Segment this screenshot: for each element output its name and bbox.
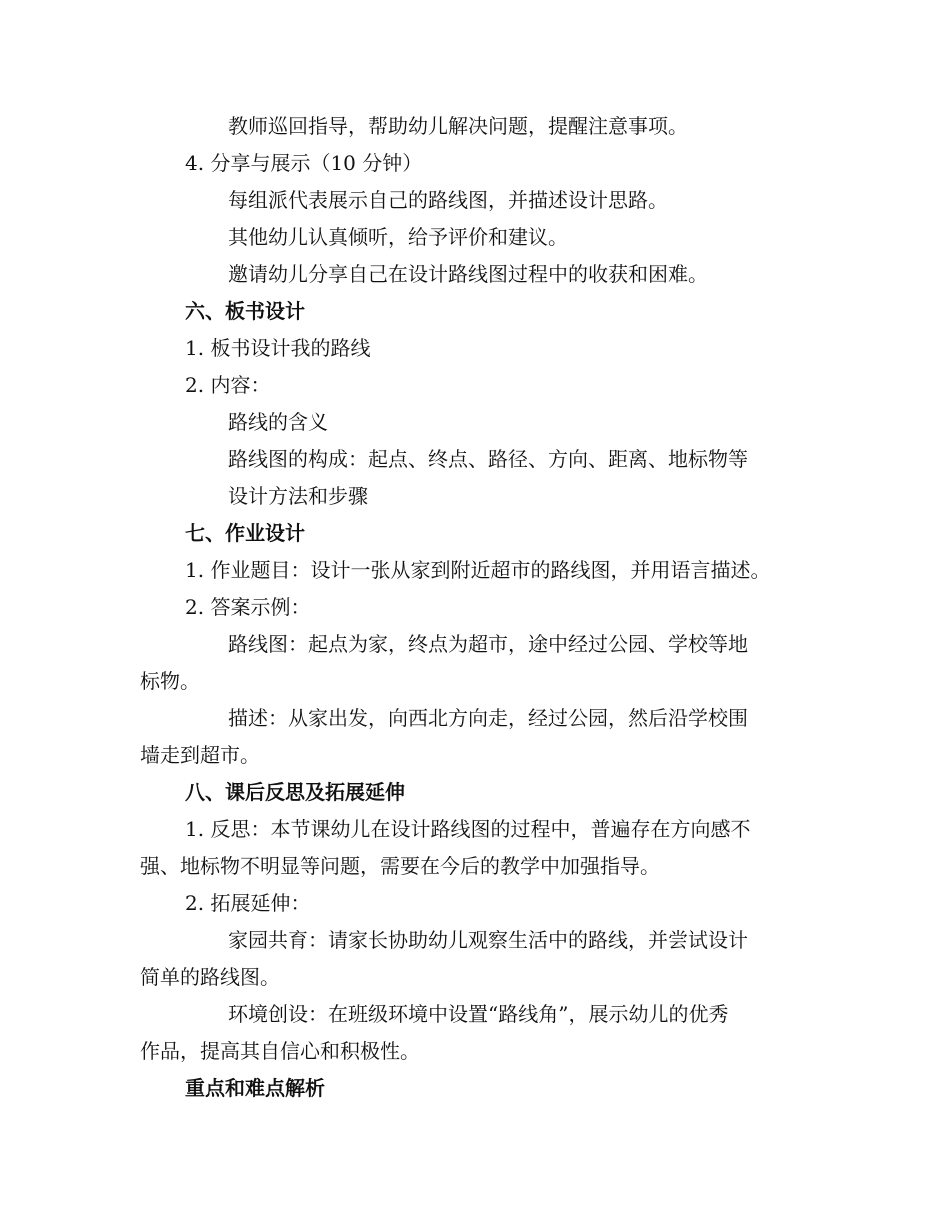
section-heading-reflection-extension: 八、课后反思及拓展延伸 — [185, 780, 405, 804]
paragraph-share-gains: 邀请幼儿分享自己在设计路线图过程中的收获和困难。 — [228, 262, 708, 286]
list-item-reflection: 1. 反思：本节课幼儿在设计路线图的过程中，普遍存在方向感不 — [185, 817, 751, 841]
paragraph-home-school-cont: 简单的路线图。 — [140, 965, 280, 989]
list-item-answer-example: 2. 答案示例： — [185, 595, 311, 619]
paragraph-route-map-example-cont: 标物。 — [140, 669, 200, 693]
paragraph-environment: 环境创设：在班级环境中设置“路线角”，展示幼儿的优秀 — [228, 1002, 729, 1026]
paragraph-route-components: 路线图的构成：起点、终点、路径、方向、距离、地标物等 — [228, 447, 748, 471]
list-item-blackboard-title: 1. 板书设计我的路线 — [185, 336, 371, 360]
paragraph-route-meaning: 路线的含义 — [228, 410, 328, 434]
paragraph-description-example-cont: 墙走到超市。 — [140, 743, 260, 767]
section-heading-blackboard-design: 六、板书设计 — [185, 299, 305, 323]
paragraph-listen-evaluate: 其他幼儿认真倾听，给予评价和建议。 — [228, 225, 568, 249]
list-item-extension: 2. 拓展延伸： — [185, 891, 311, 915]
section-heading-key-points: 重点和难点解析 — [185, 1076, 325, 1100]
paragraph-design-methods: 设计方法和步骤 — [228, 484, 368, 508]
paragraph-group-display: 每组派代表展示自己的路线图，并描述设计思路。 — [228, 188, 668, 212]
paragraph-environment-cont: 作品，提高其自信心和积极性。 — [140, 1039, 420, 1063]
section-heading-homework-design: 七、作业设计 — [185, 521, 305, 545]
list-item-homework-topic: 1. 作业题目：设计一张从家到附近超市的路线图，并用语言描述。 — [185, 558, 771, 582]
list-item-share-display: 4. 分享与展示（10 分钟） — [185, 151, 423, 175]
paragraph-home-school: 家园共育：请家长协助幼儿观察生活中的路线，并尝试设计 — [228, 928, 748, 952]
list-item-reflection-cont: 强、地标物不明显等问题，需要在今后的教学中加强指导。 — [140, 854, 660, 878]
paragraph-teacher-guidance: 教师巡回指导，帮助幼儿解决问题，提醒注意事项。 — [228, 114, 688, 138]
paragraph-description-example: 描述：从家出发，向西北方向走，经过公园，然后沿学校围 — [228, 706, 748, 730]
paragraph-route-map-example: 路线图：起点为家，终点为超市，途中经过公园、学校等地 — [228, 632, 748, 656]
list-item-content: 2. 内容： — [185, 373, 271, 397]
